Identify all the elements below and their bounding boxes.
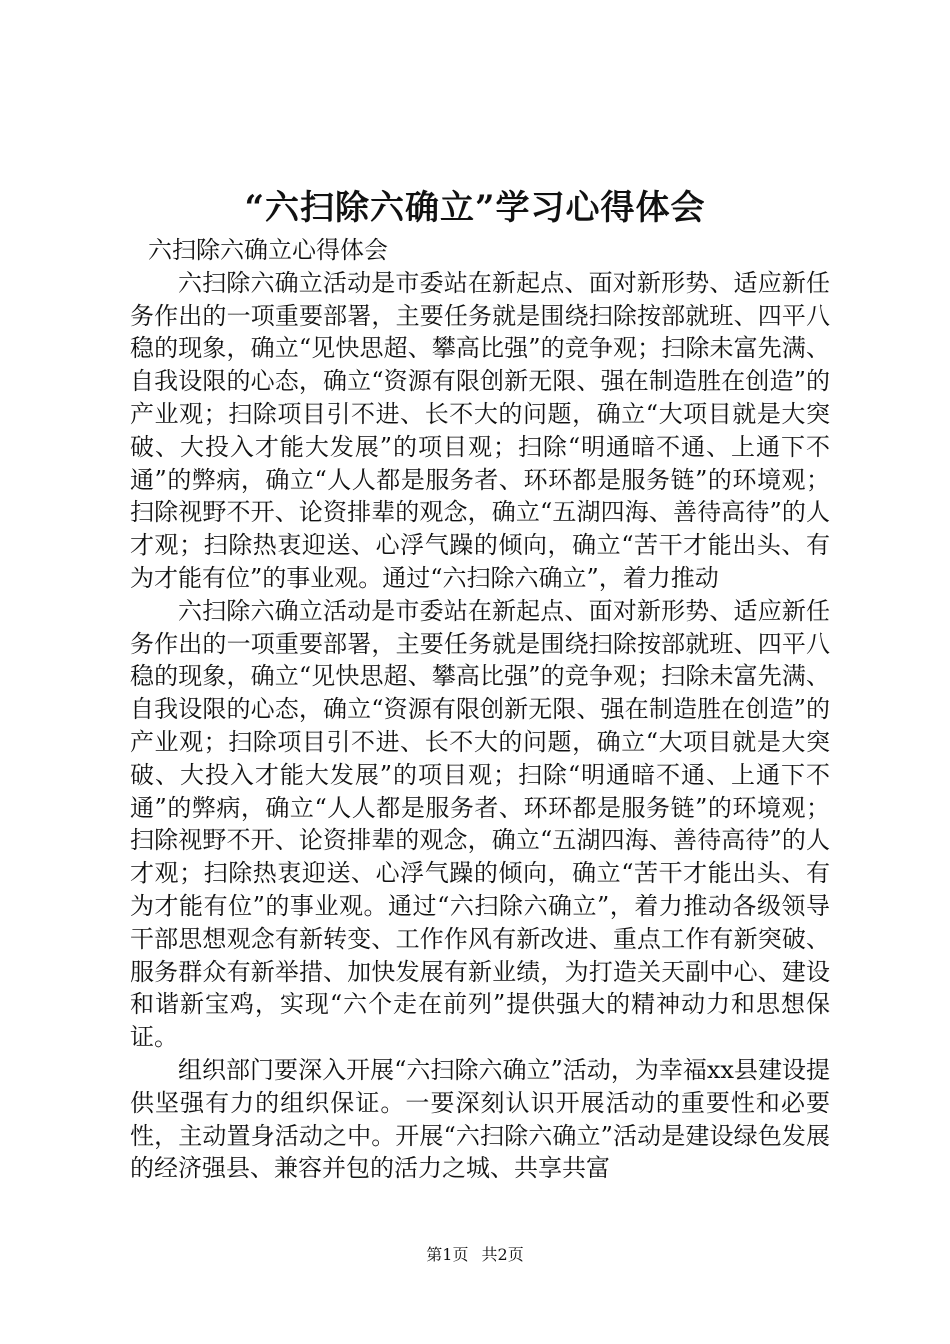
page-footer (0, 1244, 950, 1266)
page-number: 第1页 (426, 1245, 469, 1264)
page-total: 共2页 (481, 1245, 524, 1264)
paragraph-2: 六扫除六确立活动是市委站在新起点、面对新形势、适应新任务作出的一项重要部署，主要任务就是围绕扫除按部就班、四平八稳的现象，确立“见快思超、攀高比强”的竞争观；扫除未富先满、自我设限的心态，确立“资源有限创新无限、强在制造胜在创造”的产业观；扫除项目引不进、长不大的问题，确立“大项目就是大突破、大投入才能大发展”的项目观；扫除“明通暗不通、上通下不通”的弊病，确立“人人都是服务者、环环都是服务链”的环境观；扫除视野不开、论资排辈的观念，确立“五湖四海、善待高待”的人才观；扫除热衷迎送、心浮气躁的倾向，确立“苦干才能出头、有为才能有位”的事业观。通过“六扫除六确立”，着力推动各级领导干部思想观念有新转变、工作作风有新改进、重点工作有新突破、服务群众有新举措、加快发展有新业绩，为打造关天副中心、建设和谐新宝鸡，实现“六个走在前列”提供强大的精神动力和思想保证。 (130, 596, 830, 1052)
document-subtitle: 六扫除六确立心得体会 (148, 236, 388, 264)
document-body (130, 234, 830, 1185)
paragraph-1: 六扫除六确立活动是市委站在新起点、面对新形势、适应新任务作出的一项重要部署，主要任务就是围绕扫除按部就班、四平八稳的现象，确立“见快思超、攀高比强”的竞争观；扫除未富先满、自我设限的心态，确立“资源有限创新无限、强在制造胜在创造”的产业观；扫除项目引不进、长不大的问题，确立“大项目就是大突破、大投入才能大发展”的项目观；扫除“明通暗不通、上通下不通”的弊病，确立“人人都是服务者、环环都是服务链”的环境观；扫除视野不开、论资排辈的观念，确立“五湖四海、善待高待”的人才观；扫除热衷迎送、心浮气躁的倾向，确立“苦干才能出头、有为才能有位”的事业观。通过“六扫除六确立”，着力推动 (130, 268, 830, 592)
document-title: “六扫除六确立”学习心得体会 (244, 188, 706, 228)
paragraph-3: 组织部门要深入开展“六扫除六确立”活动，为幸福xx县建设提供坚强有力的组织保证。一要深刻认识开展活动的重要性和必要性，主动置身活动之中。开展“六扫除六确立”活动是建设绿色发展的经济强县、兼容并包的活力之城、共享共富 (130, 1055, 830, 1183)
